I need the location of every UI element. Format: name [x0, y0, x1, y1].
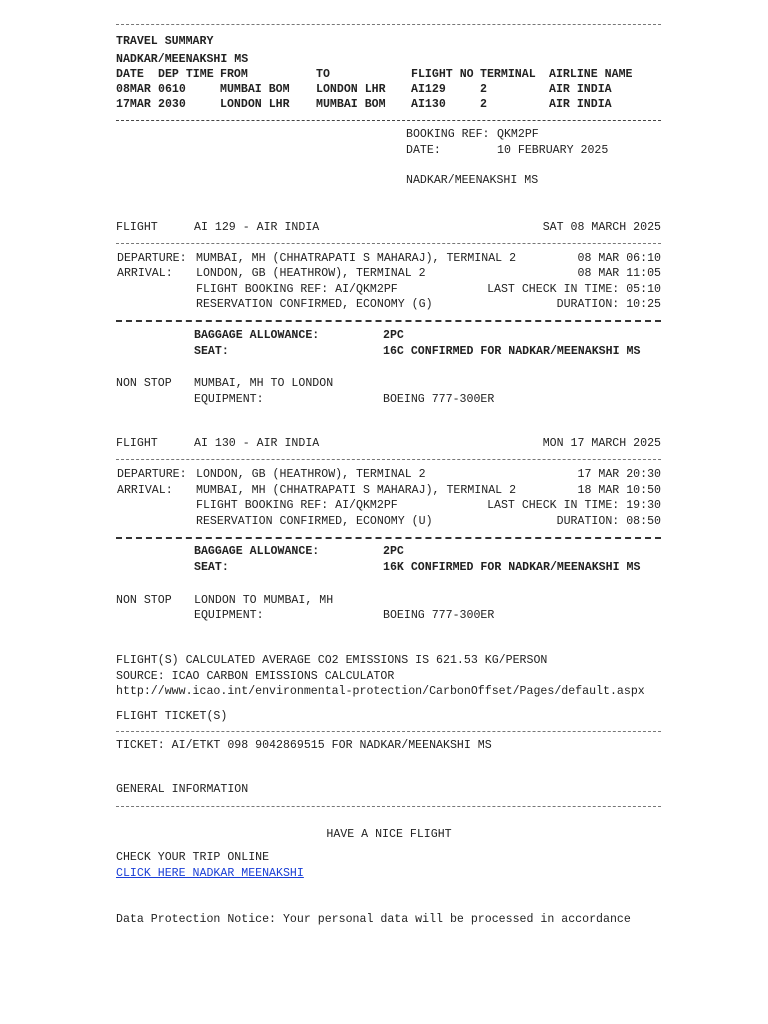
row-from: MUMBAI BOM: [220, 83, 290, 96]
emissions-source: SOURCE: ICAO CARBON EMISSIONS CALCULATOR: [116, 670, 395, 683]
nonstop-label: NON STOP: [116, 377, 172, 390]
route: MUMBAI, MH TO LONDON: [194, 377, 334, 390]
flight-booking-ref: FLIGHT BOOKING REF: AI/QKM2PF: [196, 499, 398, 512]
summary-passenger: NADKAR/MEENAKSHI MS: [116, 53, 249, 66]
flight-label: FLIGHT: [116, 221, 158, 234]
arrival-location: LONDON, GB (HEATHROW), TERMINAL 2: [196, 267, 426, 280]
divider: [116, 806, 661, 807]
reservation-status: RESERVATION CONFIRMED, ECONOMY (G): [196, 298, 433, 311]
greeting: HAVE A NICE FLIGHT: [326, 828, 452, 841]
nonstop-label: NON STOP: [116, 594, 172, 607]
route: LONDON TO MUMBAI, MH: [194, 594, 334, 607]
last-checkin-time: LAST CHECK IN TIME: 19:30: [487, 499, 661, 512]
divider: [116, 24, 661, 25]
equipment-label: EQUIPMENT:: [194, 609, 264, 622]
flight-booking-ref: FLIGHT BOOKING REF: AI/QKM2PF: [196, 283, 398, 296]
col-header-from: FROM: [220, 68, 248, 81]
row-date: 17MAR: [116, 98, 151, 111]
flight-label: FLIGHT: [116, 437, 158, 450]
summary-title: TRAVEL SUMMARY: [116, 35, 214, 48]
divider: [116, 731, 661, 732]
row-flight-no: AI129: [411, 83, 446, 96]
flight-number: AI 129 - AIR INDIA: [194, 221, 320, 234]
emissions-line: FLIGHT(S) CALCULATED AVERAGE CO2 EMISSIONS IS 621.53 KG/PERSON: [116, 654, 548, 667]
trip-online-link[interactable]: CLICK HERE NADKAR MEENAKSHI: [116, 867, 304, 880]
departure-label: DEPARTURE:: [117, 468, 187, 481]
general-heading: GENERAL INFORMATION: [116, 783, 249, 796]
baggage-value: 2PC: [383, 329, 404, 342]
col-header-airline: AIRLINE NAME: [549, 68, 633, 81]
seat-value: 16C CONFIRMED FOR NADKAR/MEENAKSHI MS: [383, 345, 641, 358]
booking-date-label: DATE:: [406, 144, 441, 157]
divider: [116, 243, 661, 244]
baggage-label: BAGGAGE ALLOWANCE:: [194, 329, 320, 342]
divider: [116, 459, 661, 460]
row-to: LONDON LHR: [316, 83, 386, 96]
row-date: 08MAR: [116, 83, 151, 96]
row-terminal: 2: [480, 98, 487, 111]
arrival-time: 08 MAR 11:05: [577, 267, 661, 280]
equipment-label: EQUIPMENT:: [194, 393, 264, 406]
departure-time: 17 MAR 20:30: [577, 468, 661, 481]
flight-date: SAT 08 MARCH 2025: [542, 221, 661, 234]
row-flight-no: AI130: [411, 98, 446, 111]
reservation-status: RESERVATION CONFIRMED, ECONOMY (U): [196, 515, 433, 528]
row-dep-time: 0610: [158, 83, 186, 96]
departure-location: LONDON, GB (HEATHROW), TERMINAL 2: [196, 468, 426, 481]
flight-duration: DURATION: 08:50: [556, 515, 661, 528]
booking-ref-value: QKM2PF: [497, 128, 539, 141]
arrival-label: ARRIVAL:: [117, 484, 173, 497]
ticket-line: TICKET: AI/ETKT 098 9042869515 FOR NADKAR/MEENAKSHI MS: [116, 739, 492, 752]
arrival-location: MUMBAI, MH (CHHATRAPATI S MAHARAJ), TERMINAL 2: [196, 484, 517, 497]
tickets-heading: FLIGHT TICKET(S): [116, 710, 228, 723]
booking-date-value: 10 FEBRUARY 2025: [497, 144, 609, 157]
flight-date: MON 17 MARCH 2025: [542, 437, 661, 450]
seat-value: 16K CONFIRMED FOR NADKAR/MEENAKSHI MS: [383, 561, 641, 574]
col-header-dep-time: DEP TIME: [158, 68, 214, 81]
row-airline: AIR INDIA: [549, 83, 612, 96]
col-header-to: TO: [316, 68, 330, 81]
last-checkin-time: LAST CHECK IN TIME: 05:10: [487, 283, 661, 296]
divider: [116, 120, 661, 121]
row-terminal: 2: [480, 83, 487, 96]
emissions-url: http://www.icao.int/environmental-protection/CarbonOffset/Pages/default.aspx: [116, 685, 645, 698]
equipment-value: BOEING 777-300ER: [383, 609, 495, 622]
seat-label: SEAT:: [194, 345, 229, 358]
departure-label: DEPARTURE:: [117, 252, 187, 265]
check-online-text: CHECK YOUR TRIP ONLINE: [116, 851, 270, 864]
col-header-flight-no: FLIGHT NO: [411, 68, 474, 81]
departure-time: 08 MAR 06:10: [577, 252, 661, 265]
seat-label: SEAT:: [194, 561, 229, 574]
row-dep-time: 2030: [158, 98, 186, 111]
flight-duration: DURATION: 10:25: [556, 298, 661, 311]
departure-location: MUMBAI, MH (CHHATRAPATI S MAHARAJ), TERMINAL 2: [196, 252, 517, 265]
row-to: MUMBAI BOM: [316, 98, 386, 111]
row-from: LONDON LHR: [220, 98, 290, 111]
flight-number: AI 130 - AIR INDIA: [194, 437, 320, 450]
booking-ref-label: BOOKING REF:: [406, 128, 490, 141]
equipment-value: BOEING 777-300ER: [383, 393, 495, 406]
col-header-date: DATE: [116, 68, 144, 81]
row-airline: AIR INDIA: [549, 98, 612, 111]
divider: [116, 537, 661, 539]
col-header-terminal: TERMINAL: [480, 68, 536, 81]
data-protection-notice: Data Protection Notice: Your personal data will be processed in accordance: [116, 913, 631, 926]
arrival-time: 18 MAR 10:50: [577, 484, 661, 497]
arrival-label: ARRIVAL:: [117, 267, 173, 280]
baggage-label: BAGGAGE ALLOWANCE:: [194, 545, 320, 558]
divider: [116, 320, 661, 322]
booking-name: NADKAR/MEENAKSHI MS: [406, 174, 539, 187]
baggage-value: 2PC: [383, 545, 404, 558]
